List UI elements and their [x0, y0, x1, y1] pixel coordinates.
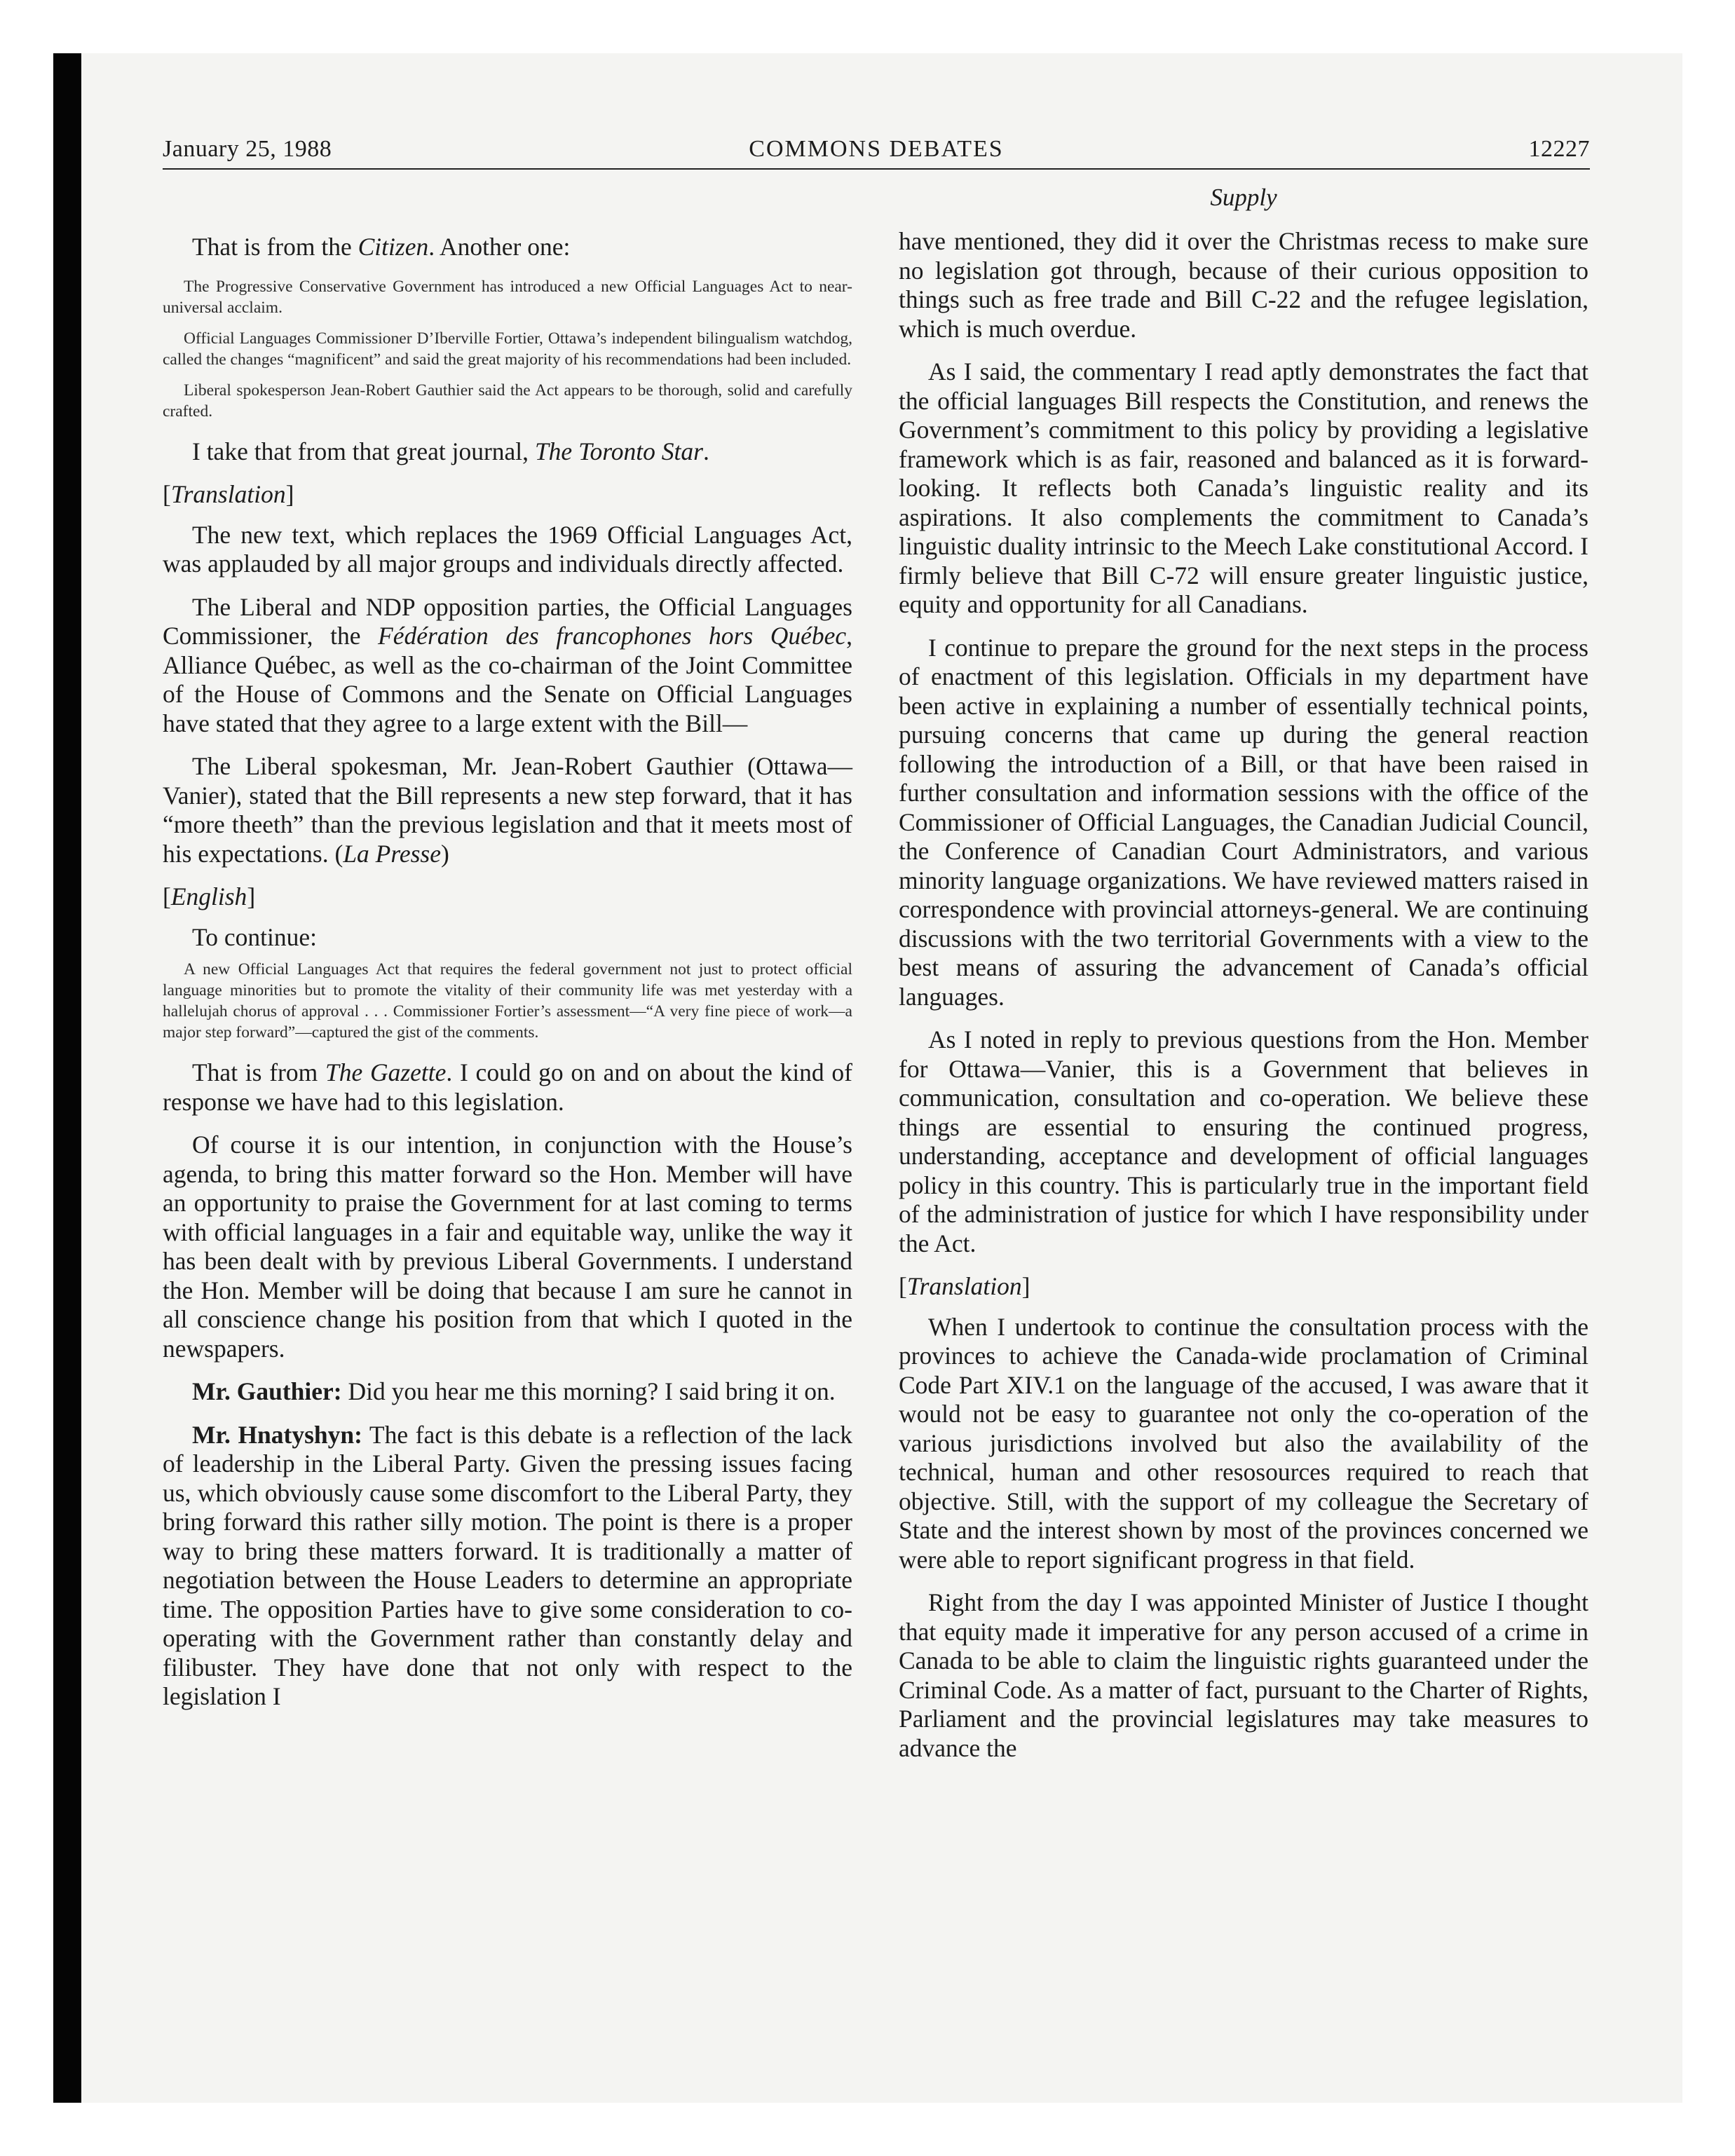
header-page-number: 12227 [1528, 136, 1590, 162]
language-marker: [Translation] [163, 480, 294, 508]
quotation: Official Languages Commissioner D’Iberville Fortier, Ottawa’s independent bilingualism watchdog, called the changes “magnificent” and said the great majority of his recommendations had been included. [163, 329, 852, 369]
quotation-block [163, 959, 852, 1058]
paragraph: I take that from that great journal, The Toronto Star. [192, 437, 709, 465]
paragraph: The Liberal and NDP opposition parties, the Official Languages Commissioner, the Fédération des francophones hors Québec, Alliance Québec, as well as the co-chairman of the Joint Committee of the House of Commons and the Senate on Official Languages have stated that they agree to a large extent with the Bill— [163, 592, 852, 737]
speaker-name: Mr. Hnatyshyn: [192, 1420, 362, 1449]
header-title: COMMONS DEBATES [749, 136, 1004, 162]
header-rule [163, 168, 1590, 170]
left-column [163, 233, 852, 1726]
quotation: The Progressive Conservative Government has introduced a new Official Languages Act to near-universal acclaim. [163, 277, 852, 317]
running-head: Supply [1210, 184, 1277, 211]
paragraph: have mentioned, they did it over the Christmas recess to make sure no legislation got through, because of their curious opposition to things such as free trade and Bill C-22 and the refugee legislation, which is much overdue. [899, 227, 1588, 343]
paragraph: That is from the Citizen. Another one: [192, 233, 571, 261]
paragraph: As I noted in reply to previous questions from the Hon. Member for Ottawa—Vanier, this is a Government that believes in communication, consultation and co-operation. We believe these things are essential to ensuring the continued progress, understanding, acceptance and development of official languages policy in this country. This is particularly true in the important field of the administration of justice for which I have responsibility under the Act. [899, 1025, 1588, 1257]
quotation: A new Official Languages Act that requires the federal government not just to protect official language minorities but to promote the vitality of their community life was met yesterday with a hallelujah chorus of approval . . . Commissioner Fortier’s assessment—“A very fine piece of work—a major step forward”—captured the gist of the comments. [163, 960, 852, 1042]
paragraph: As I said, the commentary I read aptly demonstrates the fact that the official languages Bill respects the Constitution, and renews the Government’s commitment to this policy by providing a legislative framework which is as fair, reasoned and balanced as it is forward-looking. It reflects both Canada’s linguistic reality and its aspirations. It also complements the commitment to Canada’s linguistic duality intrinsic to the Meech Lake constitutional Accord. I firmly believe that Bill C-72 will ensure greater linguistic justice, equity and opportunity for all Canadians. [899, 357, 1588, 618]
paragraph: To continue: [192, 922, 317, 951]
paragraph: When I undertook to continue the consultation process with the provinces to achieve the Canada-wide proclamation of Criminal Code Part XIV.1 on the language of the accused, I was aware that it would not be easy to guarantee not only the co-operation of the various jurisdictions involved but also the availability of the technical, human and other resosources required to reach that objective. Still, with the support of my colleague the Secretary of State and the interest shown by most of the provinces concerned we were able to report significant progress in that field. [899, 1312, 1588, 1574]
paragraph: Of course it is our intention, in conjunction with the House’s agenda, to bring this matter forward so the Hon. Member will have an opportunity to praise the Government for at last coming to terms with official languages in a fair and equitable way, unlike the way it has been dealt with by previous Liberal Governments. I understand the Hon. Member will be doing that because I am sure he cannot in all conscience change his position from that which I quoted in the newspapers. [163, 1131, 852, 1363]
speaker-paragraph: Mr. Gauthier: Did you hear me this morning? I said bring it on. [192, 1377, 836, 1405]
speaker-paragraph: Mr. Hnatyshyn: The fact is this debate is a reflection of the lack of leadership in the Liberal Party. Given the pressing issues facing us, which obviously cause some discomfort to the Liberal Party, they bring forward this rather silly motion. The point is there is a proper way to bring these matters forward. It is traditionally a matter of negotiation between the House Leaders to determine an appropriate time. The opposition Parties have to give some consideration to co-operating with the Government rather than constantly delay and filibuster. They have done that not only with respect to the legislation I [163, 1420, 852, 1710]
binding-edge [53, 53, 81, 2103]
speaker-name: Mr. Gauthier: [192, 1377, 342, 1405]
header-date: January 25, 1988 [163, 136, 332, 162]
right-column [899, 184, 1588, 1777]
language-marker: [English] [163, 882, 256, 910]
quotation-block [163, 276, 852, 437]
quotation: Liberal spokesperson Jean-Robert Gauthier said the Act appears to be thorough, solid and carefully crafted. [163, 381, 852, 421]
paragraph: That is from The Gazette. I could go on and on about the kind of response we have had to this legislation. [163, 1058, 852, 1116]
paragraph: The new text, which replaces the 1969 Official Languages Act, was applauded by all major groups and individuals directly affected. [163, 520, 852, 578]
page-header [163, 136, 1590, 171]
paragraph: Right from the day I was appointed Minister of Justice I thought that equity made it imperative for any person accused of a crime in Canada to be able to claim the linguistic rights guaranteed under the Criminal Code. As a matter of fact, pursuant to the Charter of Rights, Parliament and the provincial legislatures may take measures to advance the [899, 1588, 1588, 1762]
paragraph: The Liberal spokesman, Mr. Jean-Robert Gauthier (Ottawa—Vanier), stated that the Bill represents a new step forward, that it has “more theeth” than the previous legislation and that it meets most of his expectations. (La Presse) [163, 752, 852, 868]
paragraph: I continue to prepare the ground for the next steps in the process of enactment of this legislation. Officials in my department have been active in explaining a number of essentially technical points, pursuing concerns that came up during the general reaction following the introduction of a Bill, or that have been raised in further consultation and information sessions with the office of the Commissioner of Official Languages, the Canadian Judicial Council, the Conference of Canadian Court Administrators, and various minority language organizations. We have reviewed matters raised in correspondence with provincial attorneys-general. We are continuing discussions with the two territorial Governments with a view to the best means of assuring the advancement of Canada’s official languages. [899, 633, 1588, 1011]
language-marker: [Translation] [899, 1272, 1030, 1300]
